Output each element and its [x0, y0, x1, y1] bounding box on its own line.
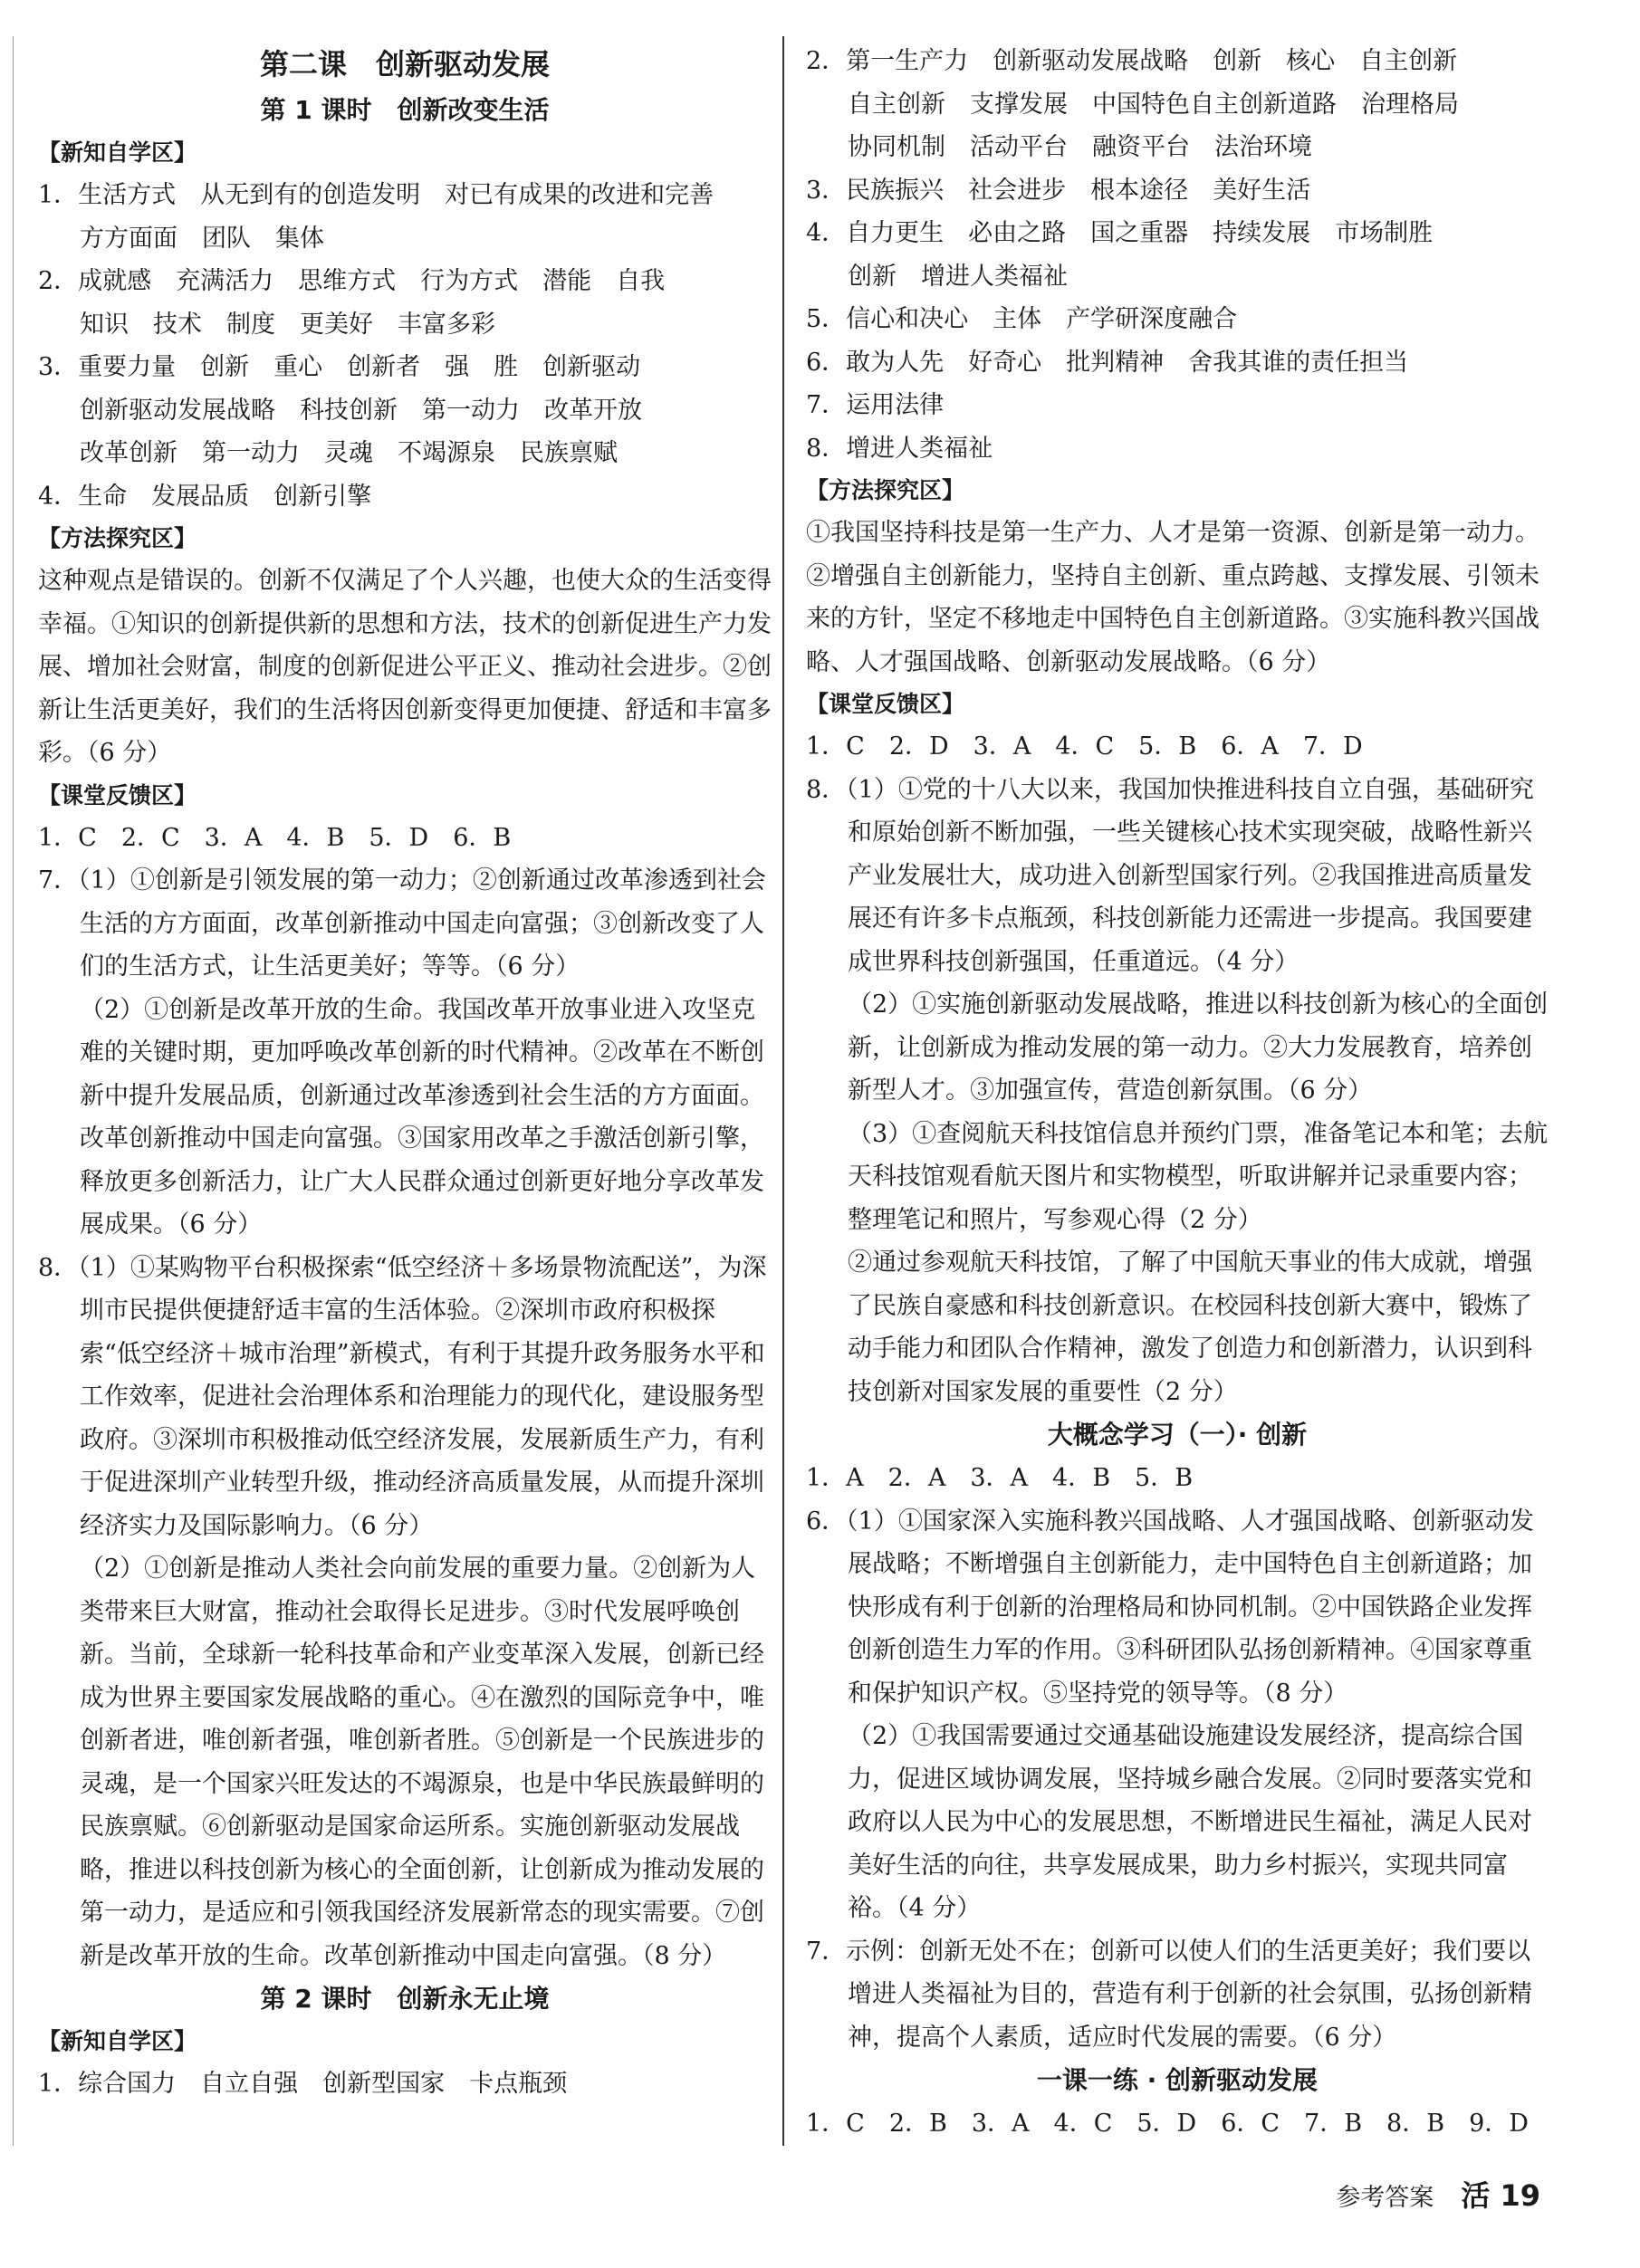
section-heading: 【方法探究区】 [806, 477, 965, 503]
answer-paragraph: ①我国坚持科技是第一生产力、人才是第一资源、创新是第一动力。②增强自主创新能力，坚持自主创新、重点跨越、支撑发展、引领未来的方针，坚定不移地走中国特色自主创新道路。③实施科教兴国战略、人才强国战略、创新驱动发展战略。（6 分） [806, 519, 1539, 676]
answer-line: 创新驱动发展战略 科技创新 第一动力 改革开放 [80, 396, 642, 425]
answer-paragraph: （2）①创新是推动人类社会向前发展的重要力量。②创新为人类带来巨大财富，推动社会取得长足进步。③时代发展呼唤创新。当前，全球新一轮科技革命和产业变革深入发展，创新已经成为世界主要国家发展战略的重心。④在激烈的国际竞争中，唯创新者进，唯创新者强，唯创新者胜。⑤创新是一个民族进步的灵魂，是一个国家兴旺发达的不竭源泉，也是中华民族最鲜明的民族禀赋。⑥创新驱动是国家命运所系。实施创新驱动发展战略，推进以科技创新为核心的全面创新，让创新成为推动发展的第一动力，是适应和引领我国经济发展新常态的现实需要。⑦创新是改革开放的生命。改革创新推动中国走向富强。（8 分） [80, 1555, 764, 1970]
left-margin-rule [13, 36, 14, 2146]
answer-line: 方方面面 团队 集体 [80, 224, 324, 253]
answer-line: 1．C 2．C 3．A 4．B 5．D 6．B [38, 823, 512, 852]
practice-title: 一课一练 · 创新驱动发展 [1036, 2065, 1319, 2095]
answer-line: 3．重要力量 创新 重心 创新者 强 胜 创新驱动 [38, 353, 641, 381]
answer-paragraph: （3）①查阅航天科技馆信息并预约门票，准备笔记本和笔；去航天科技馆观看航天图片和实物模型，听取讲解并记录重要内容；整理笔记和照片，写参观心得（2 分） [848, 1119, 1549, 1234]
answer-line: 4．生命 发展品质 创新引擎 [38, 482, 372, 511]
answer-line: 知识 技术 制度 更美好 丰富多彩 [80, 310, 495, 339]
lesson-subtitle-1: 第 1 课时 创新改变生活 [260, 95, 550, 125]
footer-label: 参考答案 [1336, 2184, 1434, 2212]
lesson-subtitle-2: 第 2 课时 创新永无止境 [260, 1984, 550, 2014]
answer-paragraph: 8．（1）①党的十八大以来，我国加快推进科技自立自强，基础研究和原始创新不断加强，一些关键核心技术实现突破，战略性新兴产业发展壮大，成功进入创新型国家行列。②我国推进高质量发展还有许多卡点瓶颈，科技创新能力还需进一步提高。我国要建成世界科技创新强国，任重道远。（4 分） [806, 775, 1534, 976]
answer-line: 改革创新 第一动力 灵魂 不竭源泉 民族禀赋 [80, 439, 618, 467]
answer-line: 3．民族振兴 社会进步 根本途径 美好生活 [806, 176, 1311, 205]
answer-line: 1．综合国力 自立自强 创新型国家 卡点瓶颈 [38, 2070, 568, 2098]
answer-paragraph: （2）①创新是改革开放的生命。我国改革开放事业进入攻坚克难的关键时期，更加呼唤改革创新的时代精神。②改革在不断创新中提升发展品质，创新通过改革渗透到社会生活的方方面面。改革创新推动中国走向富强。③国家用改革之手激活创新引擎，释放更多创新活力，让广大人民群众通过创新更好地分享改革发展成果。（6 分） [80, 995, 764, 1239]
answer-line: 自主创新 支撑发展 中国特色自主创新道路 治理格局 [848, 90, 1459, 119]
answer-paragraph: 7．示例：创新无处不在；创新可以使人们的生活更美好；我们要以增进人类福祉为目的，营造有利于创新的社会氛围，弘扬创新精神，提高个人素质，适应时代发展的需要。（6 分） [806, 1937, 1532, 2052]
answer-line: 7．运用法律 [806, 391, 945, 419]
answer-paragraph: （2）①实施创新驱动发展战略，推进以科技创新为核心的全面创新，让创新成为推动发展的第一动力。②大力发展教育，培养创新型人才。③加强宣传，营造创新氛围。（6 分） [848, 990, 1549, 1105]
lesson-title: 第二课 创新驱动发展 [259, 47, 550, 81]
answer-line: 创新 增进人类福祉 [848, 262, 1068, 291]
section-heading: 【新知自学区】 [38, 2028, 197, 2054]
concept-title: 大概念学习（一）· 创新 [1047, 1420, 1308, 1450]
answer-paragraph: 7．（1）①创新是引领发展的第一动力；②创新通过改革渗透到社会生活的方方面面，改革创新推动中国走向富强；③创新改变了人们的生活方式，让生活更美好；等等。（6 分） [38, 866, 766, 981]
column-divider [782, 36, 784, 2146]
answer-line: 2．成就感 充满活力 思维方式 行为方式 潜能 自我 [38, 267, 666, 295]
answer-paragraph: ②通过参观航天科技馆，了解了中国航天事业的伟大成就，增强了民族自豪感和科技创新意识。在校园科技创新大赛中，锻炼了动手能力和团队合作精神，激发了创造力和创新潜力，认识到科技创新对国家发展的重要性（2 分） [848, 1249, 1532, 1406]
answer-paragraph: （2）①我国需要通过交通基础设施建设发展经济，提高综合国力，促进区域协调发展，坚持城乡融合发展。②同时要落实党和政府以人民为中心的发展思想，不断增进民生福祉，满足人民对美好生活的向往，共享发展成果，助力乡村振兴，实现共同富裕。（4 分） [848, 1722, 1532, 1922]
page-footer [1336, 2173, 1540, 2215]
answer-line: 协同机制 活动平台 融资平台 法治环境 [848, 133, 1312, 161]
answer-line: 1．C 2．B 3．A 4．C 5．D 6．C 7．B 8．B 9．D [806, 2110, 1529, 2138]
left-column [38, 40, 772, 2106]
page-number: 活 19 [1461, 2178, 1540, 2213]
answer-line: 6．敢为人先 好奇心 批判精神 舍我其谁的责任担当 [806, 348, 1409, 377]
section-heading: 【方法探究区】 [38, 525, 197, 551]
answer-line: 4．自力更生 必由之路 国之重器 持续发展 市场制胜 [806, 219, 1434, 247]
answer-line: 5．信心和决心 主体 产学研深度融合 [806, 305, 1238, 333]
answer-line: 1．A 2．A 3．A 4．B 5．B [806, 1464, 1194, 1492]
section-heading: 【课堂反馈区】 [38, 781, 197, 809]
right-column [806, 40, 1549, 2146]
answer-line: 1．C 2．D 3．A 4．C 5．B 6．A 7．D [806, 732, 1363, 761]
answer-paragraph: 这种观点是错误的。创新不仅满足了个人兴趣，也使大众的生活变得幸福。①知识的创新提供新的思想和方法，技术的创新促进生产力发展、增加社会财富，制度的创新促进公平正义、推动社会进步。②创新让生活更美好，我们的生活将因创新变得更加便捷、舒适和丰富多彩。（6 分） [38, 567, 772, 767]
answer-paragraph: 8．（1）①某购物平台积极探索“低空经济＋多场景物流配送”，为深圳市民提供便捷舒适丰富的生活体验。②深圳市政府积极探索“低空经济＋城市治理”新模式，有利于其提升政务服务水平和工作效率，促进社会治理体系和治理能力的现代化，建设服务型政府。③深圳市积极推动低空经济发展，发展新质生产力，有利于促进深圳产业转型升级，推动经济高质量发展，从而提升深圳经济实力及国际影响力。（6 分） [38, 1253, 767, 1540]
answer-line: 1．生活方式 从无到有的创造发明 对已有成果的改进和完善 [38, 181, 715, 209]
section-heading: 【新知自学区】 [38, 139, 197, 166]
answer-paragraph: 6．（1）①国家深入实施科教兴国战略、人才强国战略、创新驱动发展战略；不断增强自主创新能力，走中国特色自主创新道路；加快形成有利于创新的治理格局和协同机制。②中国铁路企业发挥创新创造生力军的作用。③科研团队弘扬创新精神。④国家尊重和保护知识产权。⑤坚持党的领导等。（8 分） [806, 1507, 1534, 1708]
section-heading: 【课堂反馈区】 [806, 691, 965, 717]
answer-line: 8．增进人类福祉 [806, 434, 993, 463]
answer-line: 2．第一生产力 创新驱动发展战略 创新 核心 自主创新 [806, 47, 1458, 75]
